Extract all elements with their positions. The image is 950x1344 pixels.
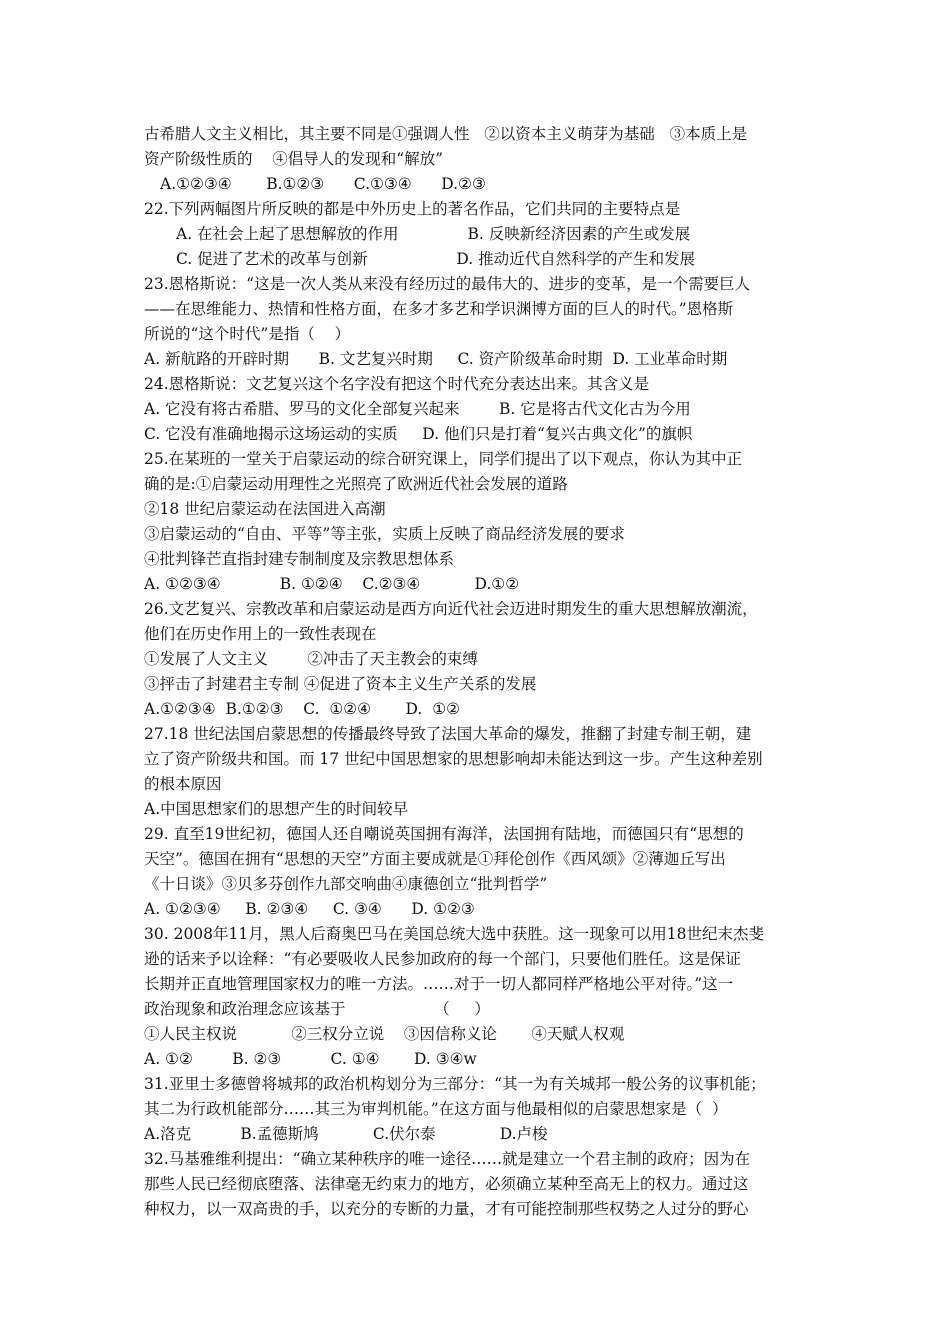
text-line: 30. 2008年11月，黑人后裔奥巴马在美国总统大选中获胜。这一现象可以用18世纪末杰斐 xyxy=(144,925,764,943)
text-line: 31.亚里士多德曾将城邦的政治机构划分为三部分：“其一为有关城邦一般公务的议事机能； xyxy=(144,1075,766,1093)
text-line: A.中国思想家们的思想产生的时间较早 xyxy=(144,800,409,818)
text-line: ④批判锋芒直指封建专制制度及宗教思想体系 xyxy=(144,550,455,568)
text-line: ②18 世纪启蒙运动在法国进入高潮 xyxy=(144,500,386,518)
document-page xyxy=(144,122,824,1222)
text-line: A.洛克 B.孟德斯鸠 C.伏尔泰 D.卢梭 xyxy=(144,1125,548,1143)
text-line: 逊的话来予以诠释：“有必要吸收人民参加政府的每一个部门，只要他们胜任。这是保证 xyxy=(144,950,741,968)
text-line: ③启蒙运动的“自由、平等”等主张，实质上反映了商品经济发展的要求 xyxy=(144,525,625,543)
text-line: ——在思维能力、热情和性格方面，在多才多艺和学识渊博方面的巨人的时代。”恩格斯 xyxy=(144,300,734,318)
text-line: A. 在社会上起了思想解放的作用 B. 反映新经济因素的产生或发展 xyxy=(176,225,691,243)
text-line: 22.下列两幅图片所反映的都是中外历史上的著名作品，它们共同的主要特点是 xyxy=(144,200,681,218)
text-line: 资产阶级性质的 ④倡导人的发现和“解放” xyxy=(144,150,444,168)
text-line: 的根本原因 xyxy=(144,775,222,793)
text-line: A.①②③④ B.①②③ C.①③④ D.②③ xyxy=(160,175,486,193)
text-line: A. 它没有将古希腊、罗马的文化全部复兴起来 B. 它是将古代文化古为今用 xyxy=(144,400,691,418)
text-line: 32.马基雅维利提出：“确立某种秩序的唯一途径……就是建立一个君主制的政府；因为在 xyxy=(144,1150,751,1168)
text-line: A.①②③④ B.①②③ C. ①②④ D. ①② xyxy=(144,700,460,718)
text-line: 所说的“这个时代”是指（ ） xyxy=(144,325,351,343)
text-line: 他们在历史作用上的一致性表现在 xyxy=(144,625,377,643)
text-line: C. 促进了艺术的改革与创新 D. 推动近代自然科学的产生和发展 xyxy=(176,250,696,268)
text-line: 27.18 世纪法国启蒙思想的传播最终导致了法国大革命的爆发，推翻了封建专制王朝，建 xyxy=(144,725,752,743)
text-line: A. 新航路的开辟时期 B. 文艺复兴时期 C. 资产阶级革命时期 D. 工业革命时期 xyxy=(144,350,728,368)
text-line: ③抨击了封建君主专制 ④促进了资本主义生产关系的发展 xyxy=(144,675,537,693)
text-line: 确的是:①启蒙运动用理性之光照亮了欧洲近代社会发展的道路 xyxy=(144,475,568,493)
text-line: 那些人民已经彻底堕落、法律毫无约束力的地方，必须确立某种至高无上的权力。通过这 xyxy=(144,1175,749,1193)
text-line: 25.在某班的一堂关于启蒙运动的综合研究课上，同学们提出了以下观点，你认为其中正 xyxy=(144,450,743,468)
text-line: 26.文艺复兴、宗教改革和启蒙运动是西方向近代社会迈进时期发生的重大思想解放潮流， xyxy=(144,600,758,618)
text-line: 24.恩格斯说：文艺复兴这个名字没有把这个时代充分表达出来。其含义是 xyxy=(144,375,650,393)
text-line: 23.恩格斯说：“这是一次人类从来没有经历过的最伟大的、进步的变革，是一个需要巨人 xyxy=(144,275,751,293)
text-line: 政治现象和政治理念应该基于 （ ） xyxy=(144,1000,490,1018)
text-line: A. ①②③④ B. ①②④ C.②③④ D.①② xyxy=(144,575,520,593)
text-line: A. ①② B. ②③ C. ①④ D. ③④w xyxy=(144,1050,477,1068)
text-line: A. ①②③④ B. ②③④ C. ③④ D. ①②③ xyxy=(144,900,475,918)
text-line: 其二为行政机能部分……其三为审判机能。”在这方面与他最相似的启蒙思想家是（ ） xyxy=(144,1100,728,1118)
text-line: C. 它没有准确地揭示这场运动的实质 D. 他们只是打着“复兴古典文化”的旗帜 xyxy=(144,425,693,443)
text-line: 种权力，以一双高贵的手，以充分的专断的力量，才有可能控制那些权势之人过分的野心 xyxy=(144,1200,749,1218)
text-line: 29. 直至19世纪初，德国人还自嘲说英国拥有海洋，法国拥有陆地，而德国只有“思想的 xyxy=(144,825,744,843)
text-line: 古希腊人文主义相比，其主要不同是①强调人性 ②以资本主义萌芽为基础 ③本质上是 xyxy=(144,125,748,143)
text-line: 天空”。德国在拥有“思想的天空”方面主要成就是①拜伦创作《西风颂》②薄迦丘写出 xyxy=(144,850,726,868)
text-line: 立了资产阶级共和国。而 17 世纪中国思想家的思想影响却未能达到这一步。产生这种差别 xyxy=(144,750,763,768)
text-line: 长期并正直地管理国家权力的唯一方法。……对于一切人都同样严格地公平对待。”这一 xyxy=(144,975,734,993)
text-line: ①发展了人文主义 ②冲击了天主教会的束缚 xyxy=(144,650,478,668)
text-line: 《十日谈》③贝多芬创作九部交响曲④康德创立“批判哲学” xyxy=(144,875,548,893)
text-line: ①人民主权说 ②三权分立说 ③因信称义论 ④天赋人权观 xyxy=(144,1025,625,1043)
